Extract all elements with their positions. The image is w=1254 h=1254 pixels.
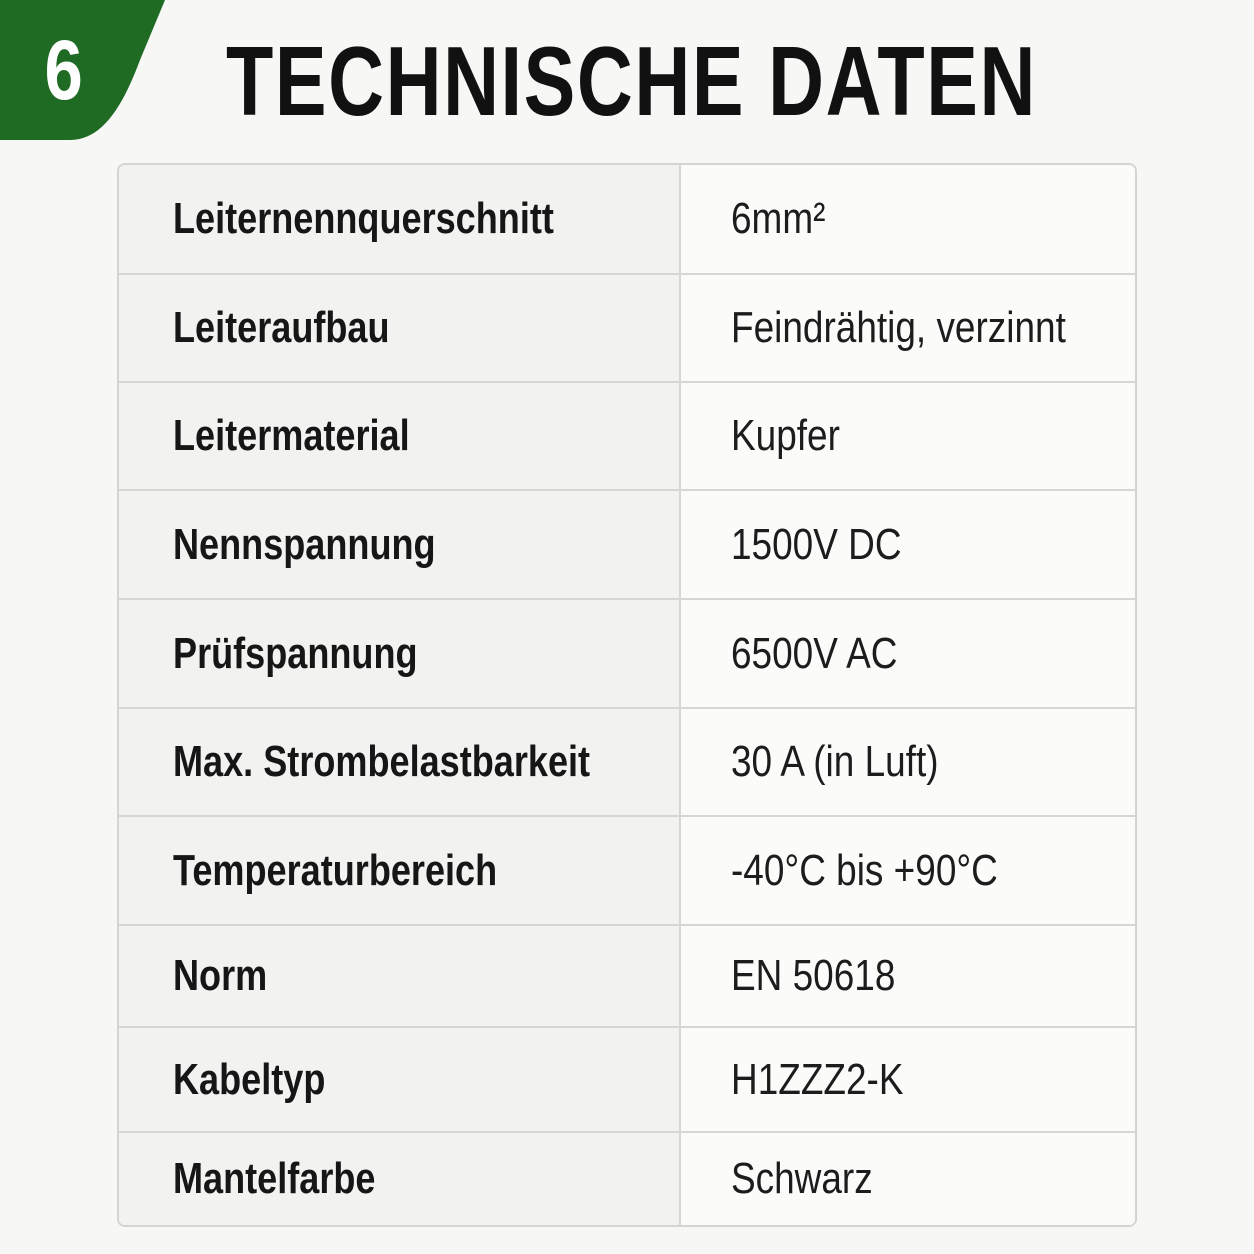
section-number-badge	[0, 0, 165, 140]
spec-value-cell	[681, 275, 1135, 381]
table-row	[119, 1028, 1135, 1133]
spec-value: -40°C bis +90°C	[731, 845, 998, 895]
spec-label-cell	[119, 709, 681, 815]
spec-value: EN 50618	[731, 951, 896, 1000]
table-row	[119, 600, 1135, 709]
spec-value: H1ZZZ2-K	[731, 1054, 904, 1104]
spec-label: Leiteraufbau	[173, 303, 390, 352]
spec-label-cell	[119, 1133, 681, 1225]
spec-value: Kupfer	[731, 411, 840, 460]
spec-value-cell	[681, 1133, 1135, 1225]
table-row	[119, 275, 1135, 383]
table-row	[119, 491, 1135, 600]
spec-value-cell	[681, 817, 1135, 924]
spec-table	[117, 163, 1137, 1227]
spec-label: Nennspannung	[173, 519, 436, 569]
spec-value: Schwarz	[731, 1154, 873, 1203]
spec-value: 6500V AC	[731, 628, 898, 678]
spec-label: Leitermaterial	[173, 411, 410, 460]
spec-label: Max. Strombelastbarkeit	[173, 737, 591, 786]
spec-label: Prüfspannung	[173, 628, 418, 678]
spec-value-cell	[681, 491, 1135, 598]
spec-value-cell	[681, 709, 1135, 815]
spec-label: Temperaturbereich	[173, 845, 498, 895]
spec-value-cell	[681, 600, 1135, 707]
spec-label-cell	[119, 600, 681, 707]
spec-label: Mantelfarbe	[173, 1154, 376, 1203]
spec-value: 1500V DC	[731, 519, 902, 569]
spec-value: 30 A (in Luft)	[731, 737, 939, 786]
spec-label: Leiternennquerschnitt	[173, 194, 554, 243]
spec-label-cell	[119, 491, 681, 598]
spec-label-cell	[119, 1028, 681, 1131]
section-number: 6	[44, 23, 83, 117]
table-row	[119, 926, 1135, 1028]
spec-value-cell	[681, 383, 1135, 489]
spec-label-cell	[119, 165, 681, 273]
table-row	[119, 165, 1135, 275]
spec-label-cell	[119, 275, 681, 381]
spec-value-cell	[681, 165, 1135, 273]
spec-value-cell	[681, 1028, 1135, 1131]
table-row	[119, 1133, 1135, 1225]
spec-value: Feindrähtig, verzinnt	[731, 303, 1066, 352]
table-row	[119, 709, 1135, 817]
spec-label: Norm	[173, 951, 268, 1000]
spec-label-cell	[119, 817, 681, 924]
table-row	[119, 383, 1135, 491]
page-title: TECHNISCHE DATEN	[226, 26, 1037, 136]
spec-label: Kabeltyp	[173, 1054, 326, 1104]
spec-value-cell	[681, 926, 1135, 1026]
spec-value: 6mm²	[731, 194, 826, 243]
spec-label-cell	[119, 926, 681, 1026]
spec-label-cell	[119, 383, 681, 489]
table-row	[119, 817, 1135, 926]
